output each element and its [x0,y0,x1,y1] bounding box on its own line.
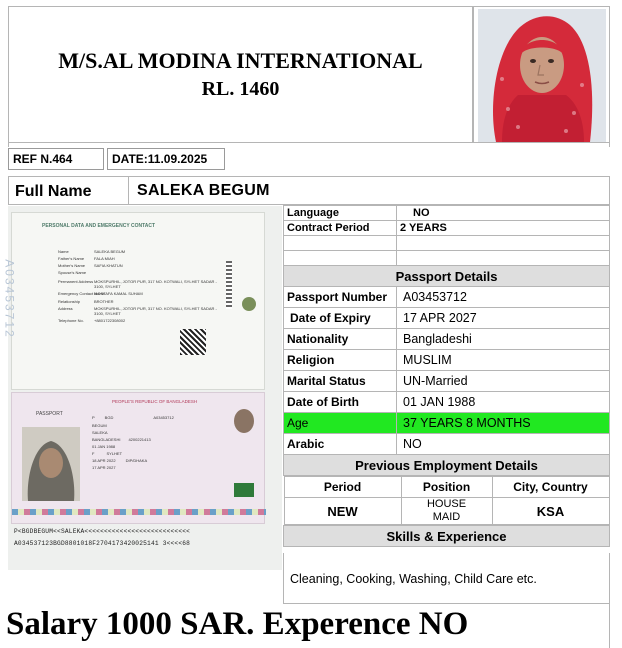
details-row [284,287,610,308]
passport-country-line: PEOPLE'S REPUBLIC OF BANGLADESH [112,399,198,404]
skills-heading: Skills & Experience [284,526,610,547]
details-row [284,329,610,350]
header-separator [8,143,610,147]
details-row [284,206,610,221]
passport-bio-fields [92,415,232,472]
details-row [284,308,610,329]
passport-security-strip [12,509,266,515]
passport-field: Spouse's Name [58,270,87,275]
passport-code: BGD [104,415,114,420]
passport-field: Relationship BROTHER [58,299,114,304]
full-name-row [8,176,610,205]
arabic-value: NO [397,434,610,455]
agency-header [8,6,473,143]
passport-number-label: Passport Number [284,287,397,308]
date-of-expiry-label: Date of Expiry [284,308,397,329]
passport-ghost-photo [234,409,254,433]
passport-mrz-line-2: A034537123BGD8801018F2704173420025141 3<<<<68 [14,540,191,547]
passport-details-heading-row [284,266,610,287]
religion-label: Religion [284,350,397,371]
language-value: NO [397,206,610,221]
passport-authority: DIP/DHAKA [125,458,148,463]
passport-data-page [2,212,265,390]
passport-surname: BEGUM [92,423,107,428]
reference-row [8,148,225,170]
agency-license: RL. 1460 [201,77,280,100]
employment-period: NEW [284,498,401,525]
passport-bio-page [11,392,265,524]
employment-position: HOUSE MAID [401,498,492,525]
details-row [284,392,610,413]
nationality-label: Nationality [284,329,397,350]
page-border [609,604,610,648]
column-city-country: City, Country [492,477,609,498]
employment-city-country: KSA [492,498,609,525]
marital-status-value: UN-Married [397,371,610,392]
nationality-value: Bangladeshi [397,329,610,350]
passport-issue-date: 18 APR 2022 [92,458,116,463]
passport-field: Permanent Address MOKSPURHIL, JOTOR PUR, 317 NO. KOTWALI, SYLHET SADAR - 3100, SYLHET [58,279,217,289]
arabic-label: Arabic [284,434,397,455]
employment-heading-row [284,455,610,476]
empty-row [284,236,610,251]
employment-table [284,476,610,525]
passport-field: Father's Name FALA MIAH [58,256,115,261]
passport-details-heading: Passport Details [284,266,610,287]
passport-field: Name SALEKA BEGUM [58,249,126,254]
column-position: Position [401,477,492,498]
passport-nationality: BANGLADESHI [92,437,121,442]
language-label: Language [284,206,397,221]
date-of-birth-value: 01 JAN 1988 [397,392,610,413]
passport-type: P [92,415,95,420]
age-label: Age [284,413,397,434]
details-row [284,221,610,236]
column-period: Period [284,477,401,498]
contract-period-label: Contract Period [284,221,397,236]
passport-field: Address MOKSPURHIL, JOTOR PUR, 317 NO. KOTWALI, SYLHET SADAR - 3100, SYLHET [58,306,217,316]
passport-mrz-line-1: P<BGDBEGUM<<SALEKA<<<<<<<<<<<<<<<<<<<<<<<<<<< [14,528,191,535]
passport-sex: F [92,451,95,456]
details-row-highlighted [284,413,610,434]
full-name-label: Full Name [9,177,129,204]
passport-vertical-number: A03453712 [2,259,17,339]
date-of-birth-label: Date of Birth [284,392,397,413]
salary-line: Salary 1000 SAR. Experence NO [6,606,469,642]
passport-number: A03453712 [153,415,174,420]
passport-field: Emergency Contact Name MOSTAFA KAMAL SUHAM [58,291,143,296]
passport-birth-place: SYLHET [106,451,123,456]
passport-qr-code [180,329,206,355]
employment-row [284,498,609,525]
contract-period-value: 2 YEARS [397,221,610,236]
marital-status-label: Marital Status [284,371,397,392]
details-row [284,434,610,455]
passport-barcode [226,261,232,309]
date-of-expiry-value: 17 APR 2027 [397,308,610,329]
passport-personal-no: 4200221413 [128,437,151,442]
candidate-details-table [283,205,610,547]
passport-field: Mother's Name SAFIA KHATUN [58,263,123,268]
employment-subtable-row [284,476,610,526]
candidate-photo [478,9,606,142]
details-row [284,350,610,371]
passport-field: Telephone No. +8801722308002 [58,318,126,323]
passport-given-name: SALEKA [92,430,108,435]
employment-heading: Previous Employment Details [284,455,610,476]
empty-row [284,251,610,266]
candidate-photo-frame [473,6,610,143]
full-name-value: SALEKA BEGUM [137,182,270,199]
skills-text: Cleaning, Cooking, Washing, Child Care etc. [283,553,610,604]
agency-name: M/S.AL MODINA INTERNATIONAL [58,47,423,73]
passport-dob: 01 JAN 1988 [92,444,116,449]
passport-personal-fields [58,249,218,325]
reference-date: DATE:11.09.2025 [107,148,225,170]
reference-number: REF N.464 [8,148,104,170]
passport-scan [2,206,282,570]
passport-expiry: 17 APR 2027 [92,465,116,470]
skills-heading-row [284,526,610,547]
passport-page-title: PERSONAL DATA AND EMERGENCY CONTACT [42,223,156,229]
age-value: 37 YEARS 8 MONTHS [397,413,610,434]
passport-label: PASSPORT [36,411,63,417]
passport-holder-photo [22,427,80,501]
passport-flag-hologram [234,483,254,497]
employment-column-headers [284,477,609,498]
passport-number-value: A03453712 [397,287,610,308]
details-row [284,371,610,392]
religion-value: MUSLIM [397,350,610,371]
passport-emblem-seal [242,297,256,311]
